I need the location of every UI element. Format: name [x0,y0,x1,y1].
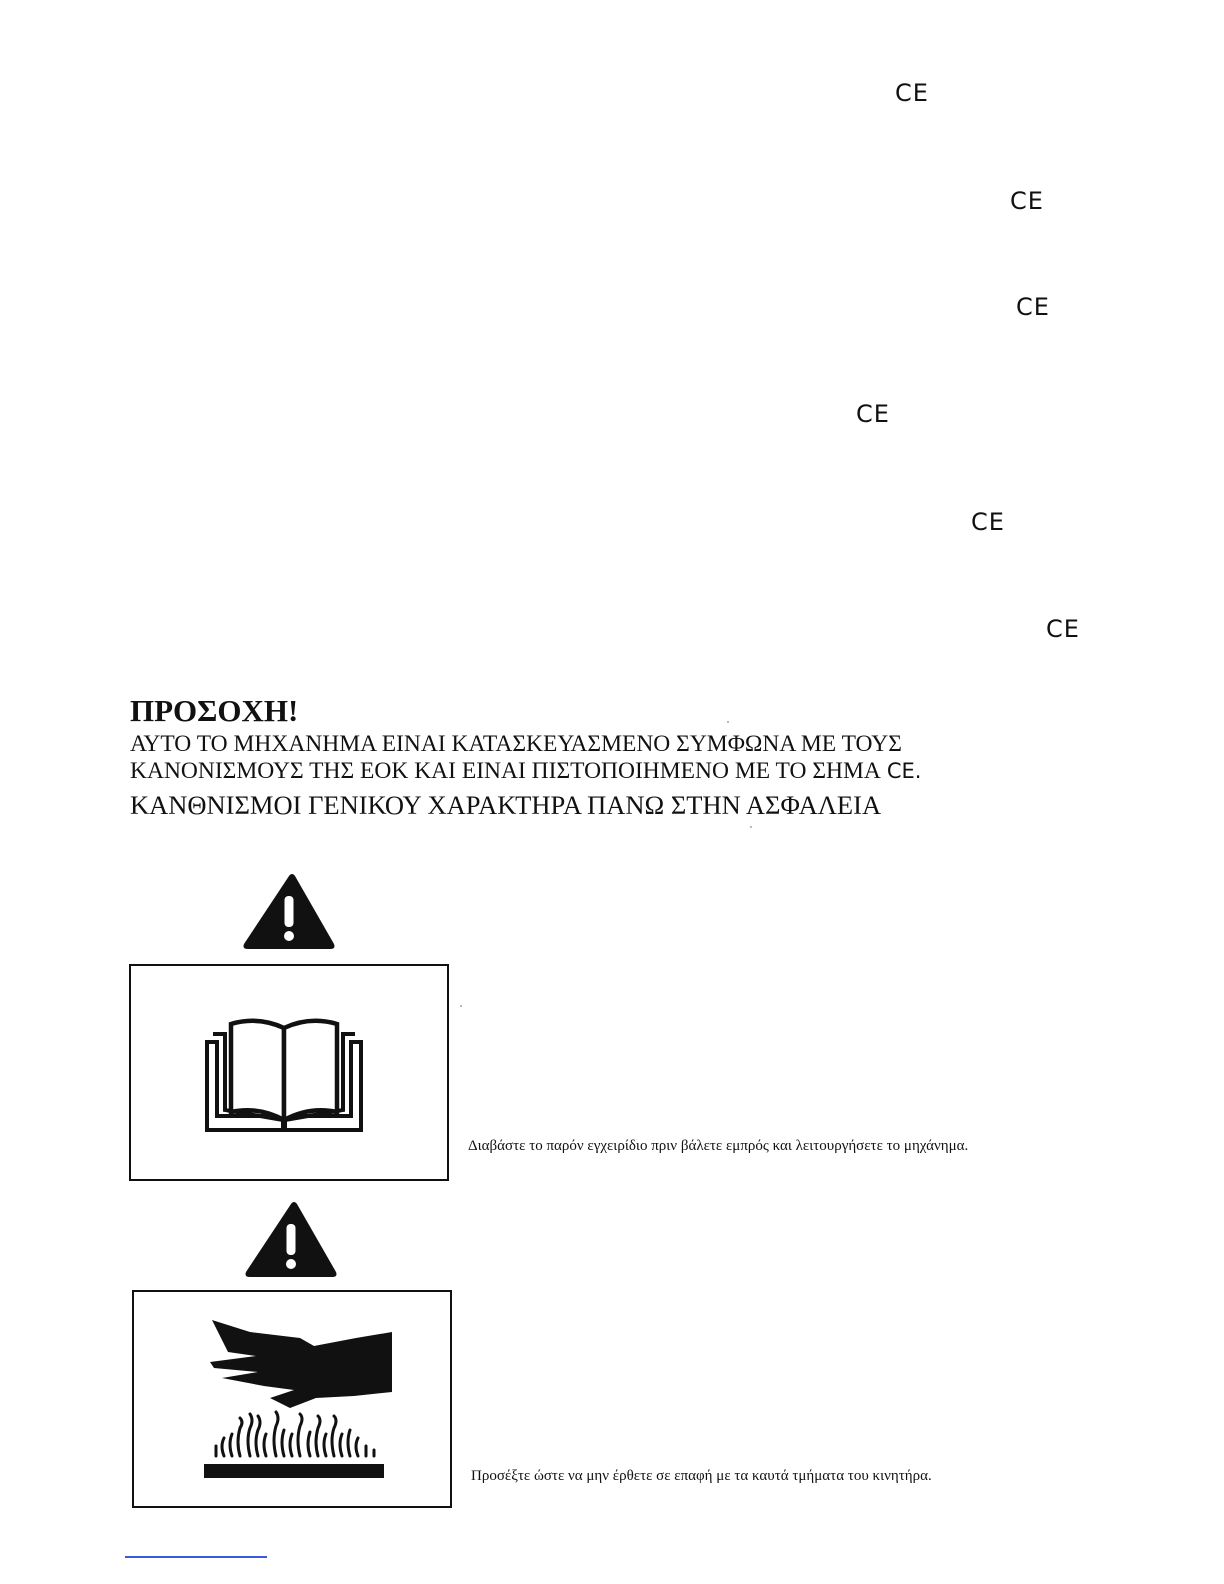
ce-mark-4: CE [856,400,890,428]
scan-speck [460,1005,462,1007]
notice-title: ΠΡΟΣΟΧΗ! [130,693,299,728]
notice-line-2 [130,760,921,784]
ce-mark-3: CE [1016,293,1050,321]
ce-mark-5: CE [971,508,1005,536]
hot-surface-icon [204,1316,394,1482]
ce-inline-mark: CE. [886,759,922,783]
scan-speck [750,826,752,828]
read-manual-icon [203,1018,365,1134]
hot-surface-panel [132,1290,452,1508]
warning-triangle-icon [240,870,338,952]
warning-triangle-icon [242,1198,340,1280]
ce-mark-6: CE [1046,615,1080,643]
read-manual-caption: Διαβάστε το παρόν εγχειρίδιο πριν βάλετε εμπρός και λειτουργήσετε το μηχάνημα. [468,1138,969,1154]
hot-surface-caption: Προσέξτε ώστε να μην έρθετε σε επαφή με τα καυτά τμήματα του κινητήρα. [471,1468,932,1484]
footer-rule [125,1556,267,1558]
notice-line-1: ΑΥΤΟ ΤΟ ΜΗΧΑΝΗΜΑ ΕΙΝΑΙ ΚΑΤΑΣΚΕΥΑΣΜΕΝΟ ΣΥΜΦΩΝΑ ΜΕ ΤΟΥΣ [130,731,902,757]
ce-mark-1: CE [895,79,929,107]
notice-line-3: ΚΑΝΘΝΙΣΜΟΙ ΓΕΝΙΚΟΥ ΧΑΡΑΚΤΗΡΑ ΠΑΝΩ ΣΤΗΝ ΑΣΦΑΛΕΙΑ [130,790,882,820]
ce-mark-2: CE [1010,187,1044,215]
read-manual-panel [129,964,449,1181]
scan-speck [727,721,729,723]
notice-line-2-text: ΚΑΝΟΝΙΣΜΟΥΣ ΤΗΣ ΕΟΚ ΚΑΙ ΕΙΝΑΙ ΠΙΣΤΟΠΟΙΗΜΕΝΟ ΜΕ ΤΟ ΣΗΜΑ [130,758,881,784]
